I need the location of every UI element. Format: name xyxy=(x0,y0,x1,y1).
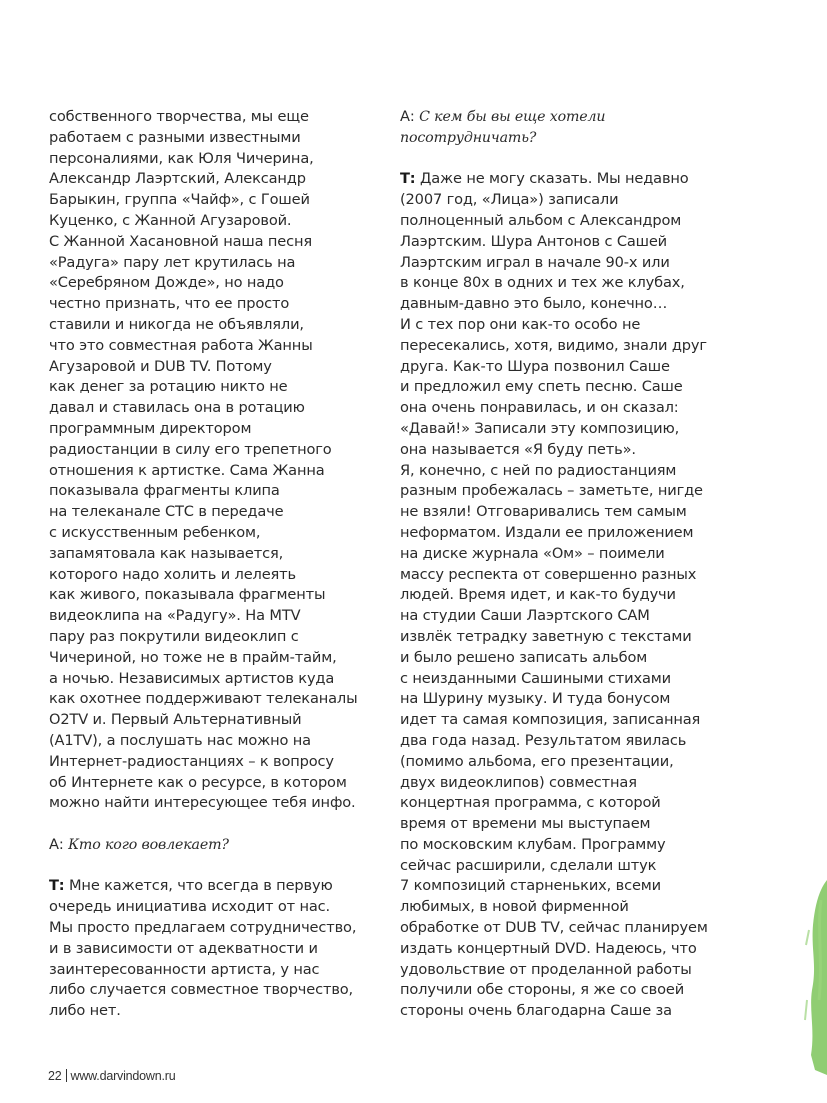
text-line: время от времени мы выступаем xyxy=(400,815,651,833)
text-line: пересекались, хотя, видимо, знали друг xyxy=(400,336,707,354)
text-line: Мы просто предлагаем сотрудничество, xyxy=(49,919,357,937)
text-line: на студии Саши Лаэртского САМ xyxy=(400,607,650,625)
left-column xyxy=(49,107,379,1022)
text-line: давным-давно это было, конечно… xyxy=(400,295,668,313)
question-text: Кто кого вовлекает? xyxy=(68,836,229,853)
text-line: «Серебряном Дожде», но надо xyxy=(49,274,284,292)
text-line: собственного творчества, мы еще xyxy=(49,108,309,125)
text-line: очередь инициатива исходит от нас. xyxy=(49,898,331,916)
text-line: разным пробежалась – заметьте, нигде xyxy=(400,482,703,500)
text-line: Я, конечно, с ней по радиостанциям xyxy=(400,461,677,479)
text-line: с искусственным ребенком, xyxy=(49,523,261,541)
text-line: видеоклипа на «Радугу». На MTV xyxy=(49,607,301,625)
text-line: O2TV и. Первый Альтернативный xyxy=(49,711,302,729)
question-text-line: С кем бы вы еще хотели xyxy=(419,109,606,125)
green-brush-decoration xyxy=(797,870,827,1080)
text-line: можно найти интересующее тебя инфо. xyxy=(49,794,356,812)
question-heading: А: Кто кого вовлекает? xyxy=(49,835,229,853)
text-line: получили обе стороны, я же со своей xyxy=(400,981,685,999)
text-line: программным директором xyxy=(49,419,252,437)
text-line: Куценко, с Жанной Агузаровой. xyxy=(49,211,292,229)
text-line: друга. Как-то Шура позвонил Саше xyxy=(400,357,670,375)
text-line: в конце 80х в одних и тех же клубах, xyxy=(400,274,685,292)
text-line: как денег за ротацию никто не xyxy=(49,378,288,396)
question-text-line: посотрудничать? xyxy=(400,129,537,146)
text-line: двух видеоклипов) совместная xyxy=(400,773,637,791)
website-link[interactable]: www.darvindown.ru xyxy=(70,1069,176,1083)
text-line: концертная программа, с которой xyxy=(400,794,661,812)
page-footer xyxy=(48,1069,176,1083)
text-line: сейчас расширили, сделали штук xyxy=(400,856,657,874)
text-line: и предложил ему спеть песню. Саше xyxy=(400,378,683,396)
text-line: она очень понравилась, и он сказал: xyxy=(400,399,679,417)
text-line: ставили и никогда не объявляли, xyxy=(49,315,304,333)
page-number: 22 xyxy=(48,1069,62,1083)
text-line: полноценный альбом с Александром xyxy=(400,211,682,229)
text-line: «Давай!» Записали эту композицию, xyxy=(400,419,680,437)
text-line: удовольствие от проделанной работы xyxy=(400,960,692,978)
text-line: на телеканале СТС в передаче xyxy=(49,503,284,521)
text-line: радиостанции в силу его трепетного xyxy=(49,440,332,458)
text-line: об Интернете как о ресурсе, в котором xyxy=(49,773,347,791)
answer-paragraph xyxy=(400,169,740,1022)
text-line: и было решено записать альбом xyxy=(400,648,648,666)
text-line: любимых, в новой фирменной xyxy=(400,898,629,916)
text-line: которого надо холить и лелеять xyxy=(49,565,296,583)
text-line: заинтересованности артиста, у нас xyxy=(49,960,320,978)
text-line: издать концертный DVD. Надеюсь, что xyxy=(400,939,697,957)
text-line: либо нет. xyxy=(49,1002,121,1020)
text-line: два года назад. Результатом явилась xyxy=(400,731,687,749)
text-line: что это совместная работа Жанны xyxy=(49,336,313,354)
right-column xyxy=(400,107,740,1022)
text-line: на диске журнала «Ом» – поимели xyxy=(400,544,665,562)
text-line: Агузаровой и DUB TV. Потому xyxy=(49,357,272,375)
text-line: а ночью. Независимых артистов куда xyxy=(49,669,335,687)
text-line: показывала фрагменты клипа xyxy=(49,482,280,500)
text-line: неформатом. Издали ее приложением xyxy=(400,523,694,541)
text-line: давал и ставилась она в ротацию xyxy=(49,399,305,417)
text-line: обработке от DUB TV, сейчас планируем xyxy=(400,919,708,937)
text-line: работаем с разными известными xyxy=(49,128,301,146)
text-line: (2007 год, «Лица») записали xyxy=(400,191,619,209)
text-line: она называется «Я буду петь». xyxy=(400,440,636,458)
text-line: «Радуга» пару лет крутилась на xyxy=(49,253,296,271)
text-line: запамятовала как называется, xyxy=(49,544,284,562)
text-line: и в зависимости от адекватности и xyxy=(49,939,318,957)
speaker-label: Т: xyxy=(400,170,416,188)
text-line: извлёк тетрадку заветную с текстами xyxy=(400,627,692,645)
text-line: И с тех пор они как-то особо не xyxy=(400,315,641,333)
text-line: Т: Мне кажется, что всегда в первую xyxy=(49,877,333,895)
text-line: Чичериной, но тоже не в прайм-тайм, xyxy=(49,648,337,666)
text-line: Александр Лаэртский, Александр xyxy=(49,170,306,188)
text-line: по московским клубам. Программу xyxy=(400,835,666,853)
paragraph-intro xyxy=(49,107,379,814)
text-line: Т: Даже не могу сказать. Мы недавно xyxy=(400,170,689,188)
text-line: не взяли! Отговаривались тем самым xyxy=(400,503,687,521)
text-line: (помимо альбома, его презентации, xyxy=(400,752,674,770)
text-line: (A1TV), а послушать нас можно на xyxy=(49,731,311,749)
text-line: массу респекта от совершенно разных xyxy=(400,565,697,583)
text-line: Барыкин, группа «Чайф», с Гошей xyxy=(49,191,310,209)
footer-divider xyxy=(66,1069,67,1082)
text-line: пару раз покрутили видеоклип с xyxy=(49,627,299,645)
text-line: на Шурину музыку. И туда бонусом xyxy=(400,690,671,708)
text-line: идет та самая композиция, записанная xyxy=(400,711,701,729)
text-line: Лаэртским. Шура Антонов с Сашей xyxy=(400,232,668,250)
text-line: С Жанной Хасановной наша песня xyxy=(49,232,312,250)
question-heading: А: С кем бы вы еще хотели посотрудничать? xyxy=(400,108,606,146)
text-line: как живого, показывала фрагменты xyxy=(49,586,326,604)
answer-paragraph xyxy=(49,876,379,1022)
speaker-label: Т: xyxy=(49,877,65,895)
text-line: как охотнее поддерживают телеканалы xyxy=(49,690,358,708)
text-line: либо случается совместное творчество, xyxy=(49,981,354,999)
text-line: отношения к артистке. Сама Жанна xyxy=(49,461,325,479)
text-line: Лаэртским играл в начале 90-х или xyxy=(400,253,670,271)
text-line: людей. Время идет, и как-то будучи xyxy=(400,586,676,604)
text-line: 7 композиций старненьких, всеми xyxy=(400,877,661,895)
text-line: с неизданными Сашиными стихами xyxy=(400,669,671,687)
text-line: честно признать, что ее просто xyxy=(49,295,290,313)
text-line: стороны очень благодарна Саше за xyxy=(400,1002,672,1020)
text-line: персоналиями, как Юля Чичерина, xyxy=(49,149,314,167)
text-line: Интернет-радиостанциях – к вопросу xyxy=(49,752,334,770)
